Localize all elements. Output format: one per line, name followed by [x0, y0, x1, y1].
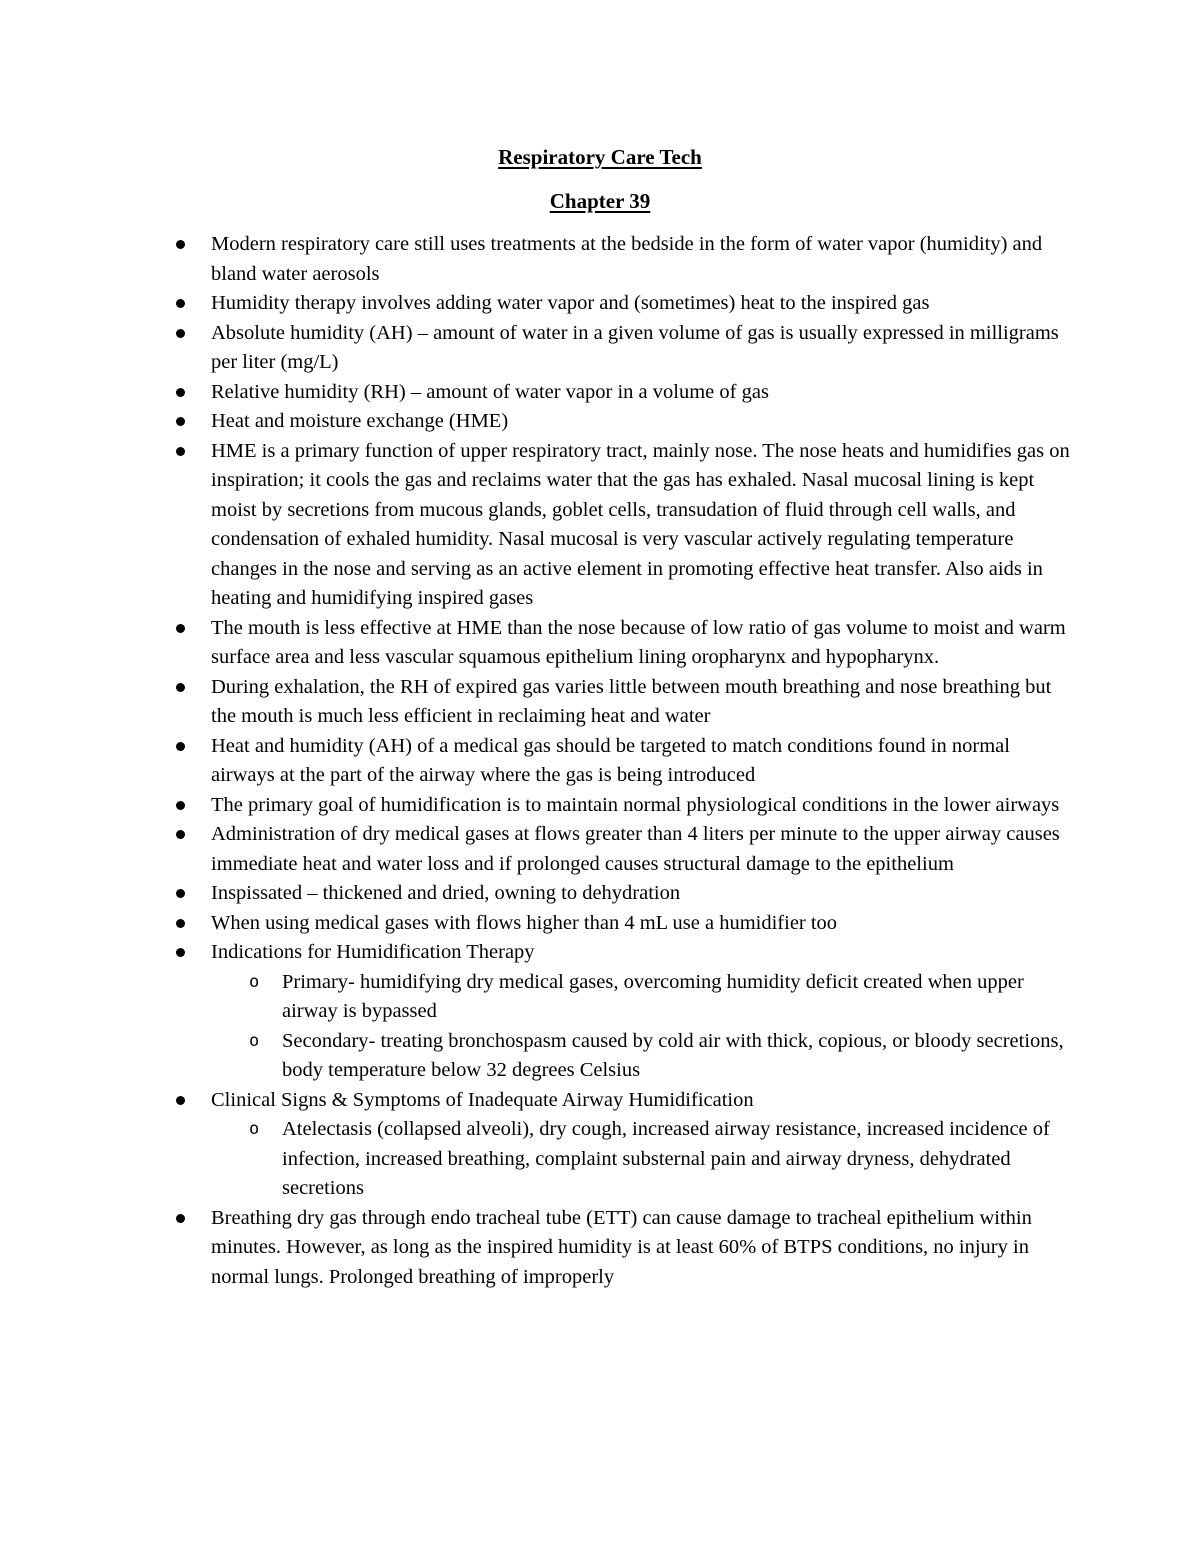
list-item-text: When using medical gases with flows higher than 4 mL use a humidifier too	[211, 911, 838, 934]
list-item	[171, 1204, 1071, 1293]
chapter-heading-text: Chapter 39	[549, 189, 651, 213]
sub-list-item-text: Atelectasis (collapsed alveoli), dry cough, increased airway resistance, increased incidence of infection, increased breathing, complaint substernal pain and airway dryness, dehydrated secretions	[282, 1118, 1050, 1199]
bullet-point-icon	[176, 742, 185, 751]
list-item	[171, 1086, 1071, 1204]
bullet-point-icon	[176, 889, 185, 898]
list-item-text: Heat and moisture exchange (HME)	[211, 410, 509, 432]
list-item-text: Modern respiratory care still uses treatments at the bedside in the form of water vapor (humidity) and bland water aerosols	[211, 233, 1043, 285]
bullet-point-icon	[176, 329, 185, 338]
list-item	[171, 289, 1071, 319]
list-item	[171, 732, 1071, 791]
bullet-point-icon	[176, 801, 185, 810]
bullet-point-icon	[176, 417, 185, 426]
list-item-text: Indications for Humidification Therapy	[211, 941, 535, 963]
bullet-point-icon	[176, 683, 185, 692]
bullet-list	[171, 230, 1071, 1292]
notes-body	[171, 230, 1071, 1292]
list-item-text: Absolute humidity (AH) – amount of water in a given volume of gas is usually expressed in milligrams per liter (mg/L)	[211, 321, 1059, 373]
hollow-bullet-icon: o	[249, 1119, 260, 1139]
bullet-point-icon	[176, 830, 185, 839]
sub-list	[211, 1115, 1071, 1204]
list-item-text: Administration of dry medical gases at flows greater than 4 liters per minute to the upper airway causes immediate heat and water loss and if prolonged causes structural damage to the epithelium	[211, 823, 1060, 875]
bullet-point-icon	[176, 240, 185, 249]
list-item-text: Relative humidity (RH) – amount of water vapor in a volume of gas	[211, 380, 769, 403]
list-item-text: The primary goal of humidification is to maintain normal physiological conditions in the lower airways	[211, 793, 1060, 816]
bullet-point-icon	[176, 447, 185, 456]
sub-list-item-text: Secondary- treating bronchospasm caused by cold air with thick, copious, or bloody secretions, body temperature below 32 degrees Celsius	[282, 1029, 1064, 1081]
document-title-text: Respiratory Care Tech	[498, 145, 702, 169]
list-item-text: The mouth is less effective at HME than the nose because of low ratio of gas volume to moist and warm surface area and less vascular squamous epithelium lining oropharynx and hypopharynx.	[211, 616, 1066, 668]
list-item	[171, 230, 1071, 289]
sub-list-item	[211, 1115, 1071, 1204]
list-item-text: Breathing dry gas through endo tracheal tube (ETT) can cause damage to tracheal epithelium within minutes. However, as long as the inspired humidity is at least 60% of BTPS conditions, no injury in normal lungs. Prolonged breathing of improperly	[211, 1206, 1032, 1288]
list-item-text: HME is a primary function of upper respiratory tract, mainly nose. The nose heats and humidifies gas on inspiration; it cools the gas and reclaims water that the gas has exhaled. Nasal mucosal lining is kept moist by secretions from mucous glands, goblet cells, transudation of fluid through cell walls, and condensation of exhaled humidity. Nasal mucosal is very vascular actively regulating temperature changes in the nose and serving as an active element in promoting effective heat transfer. Also aids in heating and humidifying inspired gases	[211, 439, 1070, 609]
bullet-point-icon	[176, 299, 185, 308]
list-item	[171, 938, 1071, 1086]
hollow-bullet-icon: o	[249, 1030, 260, 1051]
bullet-point-icon	[176, 1214, 185, 1223]
list-item	[171, 909, 1071, 939]
list-item-text: Heat and humidity (AH) of a medical gas should be targeted to match conditions found in normal airways at the part of the airway where the gas is being introduced	[211, 734, 1010, 786]
list-item	[171, 319, 1071, 378]
list-item	[171, 791, 1071, 821]
bullet-point-icon	[176, 919, 185, 928]
list-item	[171, 378, 1071, 408]
sub-list-item	[211, 968, 1071, 1027]
list-item-text: During exhalation, the RH of expired gas varies little between mouth breathing and nose breathing but the mouth is much less efficient in reclaiming heat and water	[211, 675, 1052, 727]
hollow-bullet-icon: o	[249, 971, 260, 992]
document-title	[0, 144, 1200, 170]
sub-list	[211, 968, 1071, 1086]
bullet-point-icon	[176, 388, 185, 397]
list-item-text: Humidity therapy involves adding water vapor and (sometimes) heat to the inspired gas	[211, 292, 930, 314]
bullet-point-icon	[176, 624, 185, 633]
list-item-text: Clinical Signs & Symptoms of Inadequate Airway Humidification	[211, 1088, 754, 1111]
chapter-heading	[0, 188, 1200, 214]
list-item	[171, 879, 1071, 909]
bullet-point-icon	[176, 948, 185, 957]
bullet-point-icon	[176, 1096, 185, 1105]
list-item	[171, 820, 1071, 879]
sub-list-item	[211, 1027, 1071, 1086]
sub-list-item-text: Primary- humidifying dry medical gases, overcoming humidity deficit created when upper airway is bypassed	[282, 970, 1024, 1022]
list-item-text: Inspissated – thickened and dried, owning to dehydration	[211, 882, 681, 904]
list-item	[171, 614, 1071, 673]
list-item	[171, 407, 1071, 437]
list-item	[171, 437, 1071, 614]
list-item	[171, 673, 1071, 732]
